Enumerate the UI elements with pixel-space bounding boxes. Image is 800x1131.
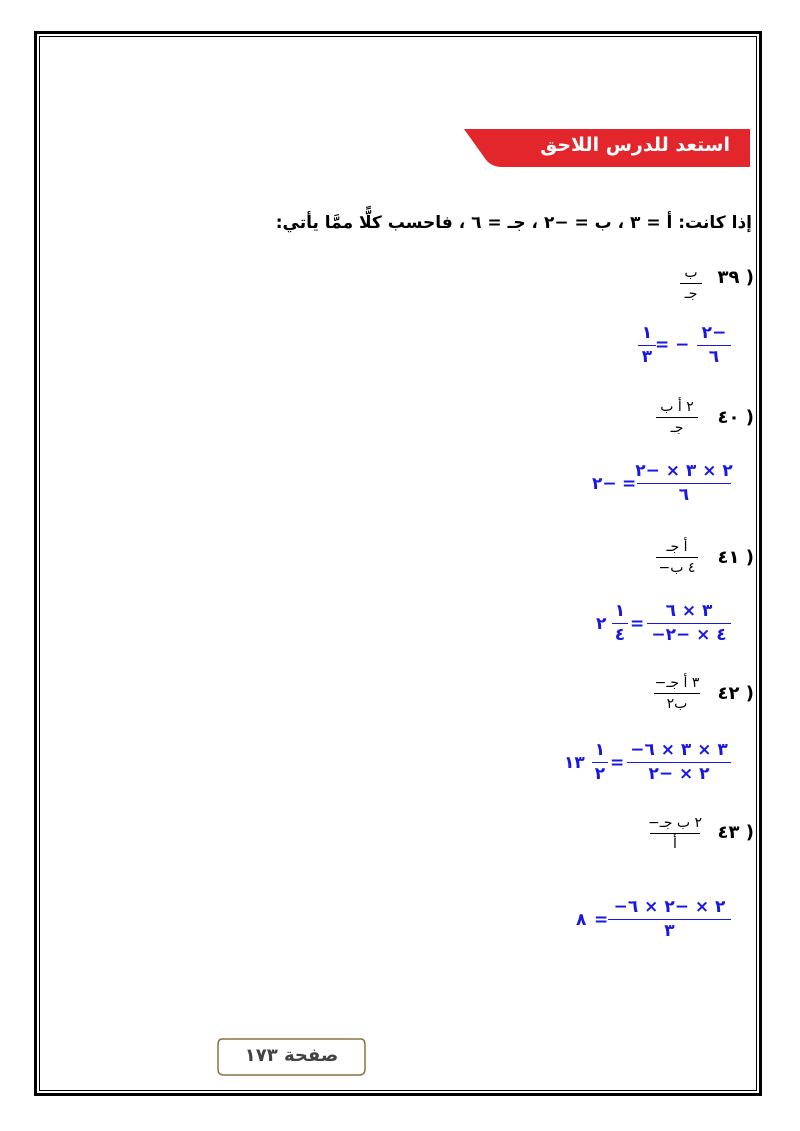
answer-equals: = bbox=[622, 474, 637, 494]
question-fraction: −٢ ب جـ أ bbox=[647, 815, 703, 852]
answer-whole: ٢ bbox=[596, 614, 607, 634]
exercise-number: ٤٣ ) bbox=[717, 822, 754, 843]
intro-text: إذا كانت: أ = ٣ ، ب = −٢ ، جـ = ٦ ، فاحسب كلًّا ممَّا يأتي: bbox=[275, 213, 752, 233]
question-fraction: −٣ أ جـ ب٢ bbox=[654, 675, 700, 712]
exercise-number: ٤١ ) bbox=[717, 547, 754, 568]
answer-whole: ١٣ bbox=[564, 753, 585, 773]
page-number-box bbox=[216, 1037, 367, 1077]
answer-equals: = bbox=[610, 753, 625, 773]
answer-rhs-fraction: ١ ٣ bbox=[638, 325, 656, 366]
answer-equals: = bbox=[594, 910, 609, 930]
question-fraction bbox=[680, 266, 702, 301]
answer-lhs-fraction: −٣ × ٣ × ٦ ٢ × −٢ bbox=[627, 742, 731, 783]
answer-lhs-fraction: ٢− ٦ bbox=[697, 325, 731, 366]
answer-lhs-fraction: ٢ × ٣ × −٢ ٦ bbox=[635, 461, 733, 505]
answer-result: ٢− bbox=[592, 474, 617, 494]
page-number: صفحة ١٧٣ bbox=[244, 1045, 339, 1066]
question-fraction: أ جـ −٤ ب bbox=[656, 540, 698, 575]
question-fraction: ٢ أ ب جـ bbox=[656, 400, 698, 435]
question-numerator: ب bbox=[684, 265, 698, 281]
exercise-number: ٤٠ ) bbox=[717, 407, 754, 428]
answer-lhs-fraction: ٣ × ٦ −٤ × −٢ bbox=[647, 603, 731, 644]
answer-equals: = − bbox=[655, 335, 690, 355]
section-banner bbox=[464, 129, 750, 167]
answer-equals: = bbox=[630, 614, 645, 634]
question-denominator: جـ bbox=[684, 286, 698, 302]
exercise-number: ٣٩ ) bbox=[717, 267, 754, 288]
answer-rhs-fraction: ١ ٢ bbox=[592, 742, 608, 783]
answer-rhs-fraction: ١ ٤ bbox=[612, 603, 628, 644]
answer-lhs-fraction: −٢ × −٢ × ٦ ٣ bbox=[608, 899, 731, 940]
answer-result: ٨ bbox=[576, 910, 587, 930]
exercise-number: ٤٢ ) bbox=[717, 683, 754, 704]
banner-title: استعد للدرس اللاحق bbox=[540, 134, 730, 156]
